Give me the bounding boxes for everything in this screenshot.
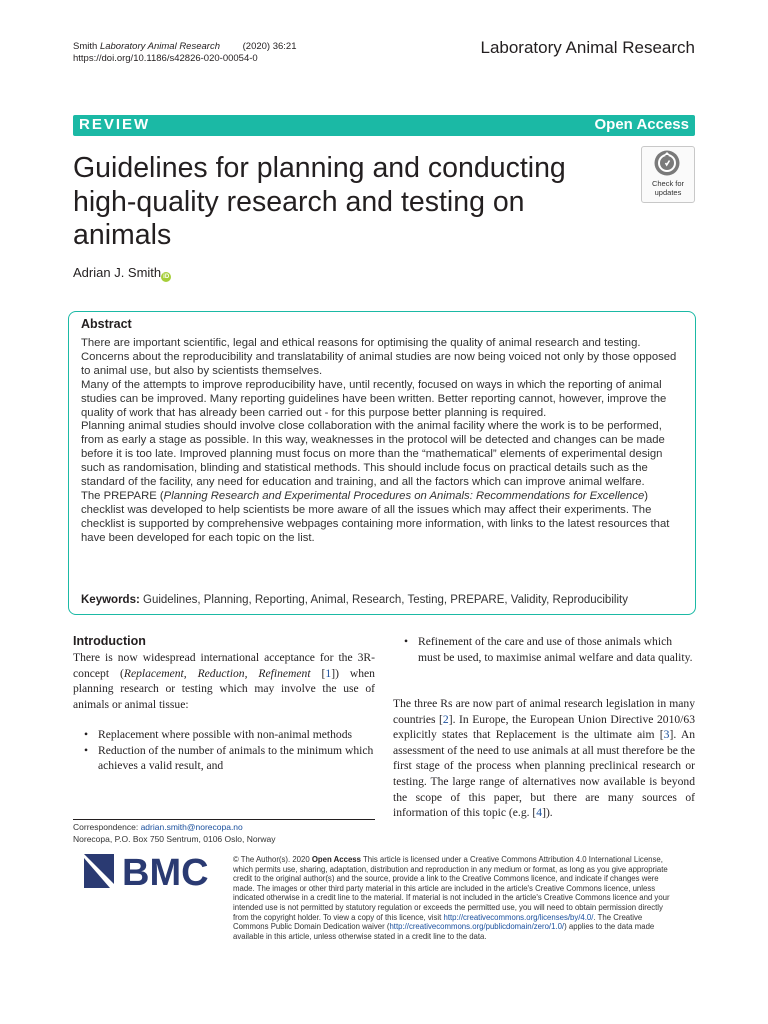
correspondence-email[interactable]: adrian.smith@norecopa.no <box>140 822 243 832</box>
abstract-body <box>81 337 687 546</box>
abstract-paragraph: Many of the attempts to improve reproducibility have, until recently, focused on ways in which the reporting of animal studies can be improved. Many reporting guidelines have been written. Better reporting cannot, however, improve the quality of work that has already been carried out - for this purpose better planning is required. <box>81 378 667 419</box>
list-item: • Refinement of the care and use of those animals which must be used, to maximise animal welfare and data quality. <box>393 634 695 665</box>
footnote-divider <box>73 819 375 820</box>
open-access-label: Open Access <box>594 116 689 133</box>
abstract-paragraph: There are important scientific, legal and ethical reasons for optimising the quality of animal research and testing. Concerns about the reproducibility and translatability of animal studies are now being voiced not only by those opposed to animal use, but also by scientists themselves. <box>81 337 677 377</box>
keywords-list: Guidelines, Planning, Reporting, Animal, Research, Testing, PREPARE, Validity, Reproducibility <box>143 594 628 606</box>
check-for-updates-badge[interactable] <box>641 146 695 203</box>
abstract-box <box>68 311 696 615</box>
correspondence <box>73 822 276 845</box>
body-column-right <box>393 696 695 821</box>
keywords <box>81 594 687 606</box>
citation-link[interactable]: 4 <box>536 806 543 820</box>
citation-link[interactable]: 3 <box>663 728 670 742</box>
section-heading-introduction: Introduction <box>73 634 146 648</box>
intro-paragraph: The three Rs are now part of animal research legislation in many countries [2]. In Europe, the European Union Directive 2010/63 explicitly states that Replacement is the ultimate aim [3]. An assessment of the need to use animals at all must therefore be the first stage of the process when planning preclinical research or testing. The large range of alternatives now available is beyond the scope of this paper, but there are many sources of information of this topic (e.g. [4]). <box>393 697 695 820</box>
bmc-logo-text: BMC <box>122 852 209 890</box>
abstract-paragraph: The PREPARE (Planning Research and Experimental Procedures on Animals: Recommendations for Excellence) checklist was developed to help scientists be more aware of all the issues which may affect their experiments. The checklist is supported by comprehensive webpages containing more information, with links to the latest resources that have been developed for each topic on the list. <box>81 489 670 544</box>
list-item: • Reduction of the number of animals to the minimum which achieves a valid result, and <box>73 743 375 774</box>
journal-name: Laboratory Animal Research <box>480 38 695 57</box>
license-link[interactable]: http://creativecommons.org/licenses/by/4.0/ <box>443 912 594 922</box>
header-author: Smith <box>73 41 98 52</box>
article-title: Guidelines for planning and conducting high-quality research and testing on animals <box>73 152 566 251</box>
bmc-logo[interactable] <box>82 852 218 890</box>
header-journal: Laboratory Animal Research <box>99 41 220 52</box>
abstract-paragraph: Planning animal studies should involve close collaboration with the animal facility where the work is to be performed, from as early a stage as possible. In this way, weaknesses in the protocol will be detected and changes can be made before it is too late. Improved planning must focus on more than the “mathematical” elements of experimental design such as randomisation, blinding and statistical methods. This should include focus on practical details such as the standard of the facility, any need for education and training, and all the factors which can improve animal welfare. <box>81 420 665 489</box>
intro-paragraph: There is now widespread international acceptance for the 3R-concept (Replacement, Reduction, Refinement [1]) when planning research or testing which may involve the use of animals or animal tissue: <box>73 651 375 711</box>
three-r-list <box>73 727 375 774</box>
correspondence-label: Correspondence: <box>73 822 141 832</box>
body-column-left <box>73 650 375 712</box>
header-doi[interactable]: https://doi.org/10.1186/s42826-020-00054-0 <box>73 53 258 64</box>
orcid-icon[interactable]: iD <box>163 274 170 280</box>
check-updates-icon <box>654 150 680 176</box>
article-type-band <box>73 115 695 136</box>
header-year-volume: (2020) 36:21 <box>242 41 297 52</box>
check-updates-text: Check for updates <box>651 179 685 197</box>
abstract-heading: Abstract <box>81 317 132 331</box>
citation-link[interactable]: 2 <box>442 712 449 726</box>
citation-link[interactable]: 1 <box>325 666 332 680</box>
public-domain-link[interactable]: http://creativecommons.org/publicdomain/zero/1.0/ <box>389 922 565 932</box>
keywords-label: Keywords: <box>81 594 140 606</box>
correspondence-address: Norecopa, P.O. Box 750 Sentrum, 0106 Oslo, Norway <box>73 833 276 844</box>
author-line <box>73 265 171 282</box>
article-type-label: REVIEW <box>79 116 151 133</box>
license-text: © The Author(s). 2020 Open Access This article is licensed under a Creative Commons Attribution 4.0 International License, which permits use, sharing, adaptation, distribution and reproduction in any medium or format, as long as you give appropriate credit to the original author(s) and the source, provide a link to the Creative Commons licence, and indicate if changes were made. The images or other third party material in this article are included in the article's Creative Commons licence, unless indicated otherwise in a credit line to the material. If material is not included in the article's Creative Commons licence and your intended use is not permitted by statutory regulation or exceeds the permitted use, you will need to obtain permission directly from the copyright holder. To view a copy of this licence, visit http://creativecommons.org/licenses/by/4.0/. The Creative Commons Public Domain Dedication waiver (http://creativecommons.org/publicdomain/zero/1.0/) applies to the data made available in this article, unless otherwise stated in a credit line to the data. <box>233 855 670 941</box>
running-header <box>73 41 297 65</box>
three-r-list-continued <box>393 634 695 665</box>
author-name[interactable]: Adrian J. Smith <box>73 265 162 280</box>
list-item: • Replacement where possible with non-animal methods <box>73 727 375 743</box>
